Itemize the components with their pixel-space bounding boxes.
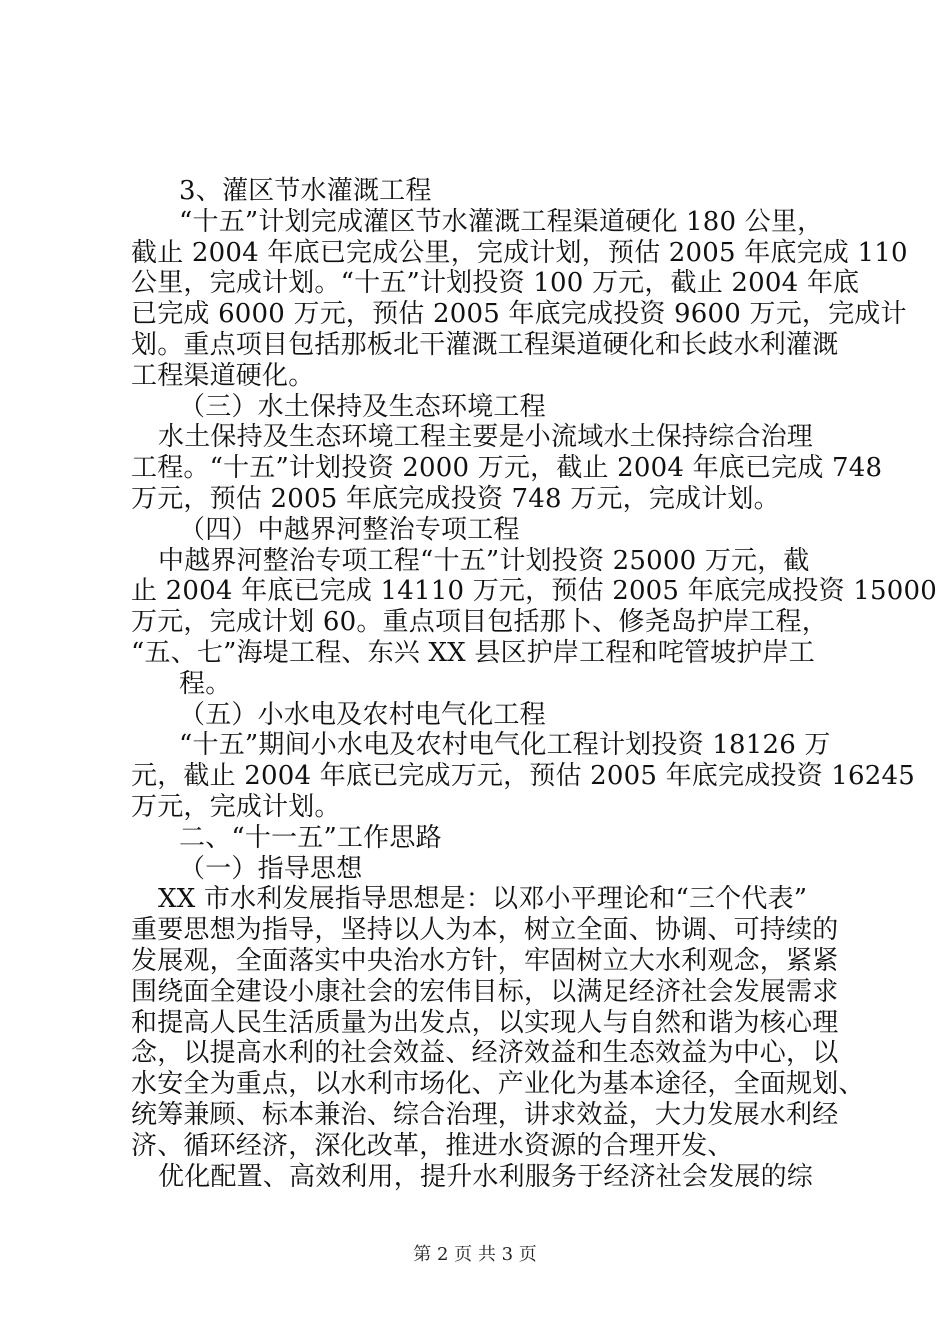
section-heading-small-hydropower: （五）小水电及农村电气化工程 <box>179 699 546 730</box>
paragraph-line: 发展观，全面落实中央治水方针，牢固树立大水利观念，紧紧 <box>131 946 839 976</box>
paragraph-line: 工程。“十五”计划投资 2000 万元，截止 2004 年底已完成 748 <box>131 453 883 484</box>
paragraph-line: 济、循环经济，深化改革，推进水资源的合理开发、 <box>131 1130 734 1161</box>
paragraph-line: 水安全为重点，以水利市场化、产业化为基本途径，全面规划、 <box>131 1069 865 1100</box>
paragraph-line: “十五”计划完成灌区节水灌溉工程渠道硬化 180 公里， <box>179 206 824 237</box>
paragraph-line: XX 市水利发展指导思想是：以邓小平理论和“三个代表” <box>158 884 808 915</box>
paragraph-line: 划。重点项目包括那板北干灌溉工程渠道硬化和长歧水利灌溉 <box>131 330 839 360</box>
paragraph-line: 元，截止 2004 年底已完成万元，预估 2005 年底完成投资 16245 <box>131 761 915 792</box>
paragraph-line: 水土保持及生态环境工程主要是小流域水土保持综合治理 <box>158 422 814 453</box>
paragraph-line: 优化配置、高效利用，提升水利服务于经济社会发展的综 <box>158 1161 814 1192</box>
paragraph-line: 万元，预估 2005 年底完成投资 748 万元，完成计划。 <box>131 484 780 514</box>
section-heading-guiding-ideology: （一）指导思想 <box>179 853 363 884</box>
section-heading-irrigation: 3、灌区节水灌溉工程 <box>179 176 432 206</box>
paragraph-line: “五、七”海堤工程、东兴 XX 县区护岸工程和咤管坡护岸工 <box>131 638 815 668</box>
paragraph-line: 围绕面全建设小康社会的宏伟目标，以满足经济社会发展需求 <box>131 976 839 1007</box>
paragraph-line: 已完成 6000 万元，预估 2005 年底完成投资 9600 万元，完成计 <box>131 299 907 330</box>
paragraph-line: “十五”期间小水电及农村电气化工程计划投资 18126 万 <box>179 730 831 761</box>
paragraph-line: 公里，完成计划。“十五”计划投资 100 万元，截止 2004 年底 <box>131 268 860 299</box>
paragraph-line: 截止 2004 年底已完成公里，完成计划，预估 2005 年底完成 110 <box>131 237 908 268</box>
section-heading-soil-conservation: （三）水土保持及生态环境工程 <box>179 391 546 422</box>
paragraph-line: 工程渠道硬化。 <box>131 360 315 391</box>
paragraph-line: 止 2004 年底已完成 14110 万元，预估 2005 年底完成投资 15000 <box>131 576 938 607</box>
section-heading-border-river: （四）中越界河整治专项工程 <box>179 514 520 545</box>
paragraph-line: 念，以提高水利的社会效益、经济效益和生态效益为中心，以 <box>131 1038 839 1069</box>
section-heading-work-plan: 二、“十一五”工作思路 <box>179 822 442 853</box>
paragraph-line: 和提高人民生活质量为出发点，以实现人与自然和谐为核心理 <box>131 1007 839 1038</box>
paragraph-line: 重要思想为指导，坚持以人为本，树立全面、协调、可持续的 <box>131 915 839 946</box>
paragraph-line: 程。 <box>179 668 232 699</box>
paragraph-line: 统筹兼顾、标本兼治、综合治理，讲求效益，大力发展水利经 <box>131 1100 839 1130</box>
paragraph-line: 万元，完成计划。 <box>131 792 341 822</box>
paragraph-line: 万元，完成计划 60。重点项目包括那卜、修尧岛护岸工程， <box>131 607 828 638</box>
paragraph-line: 中越界河整治专项工程“十五”计划投资 25000 万元，截 <box>158 545 810 576</box>
page-number-footer: 第 2 页 共 3 页 <box>413 1244 537 1265</box>
